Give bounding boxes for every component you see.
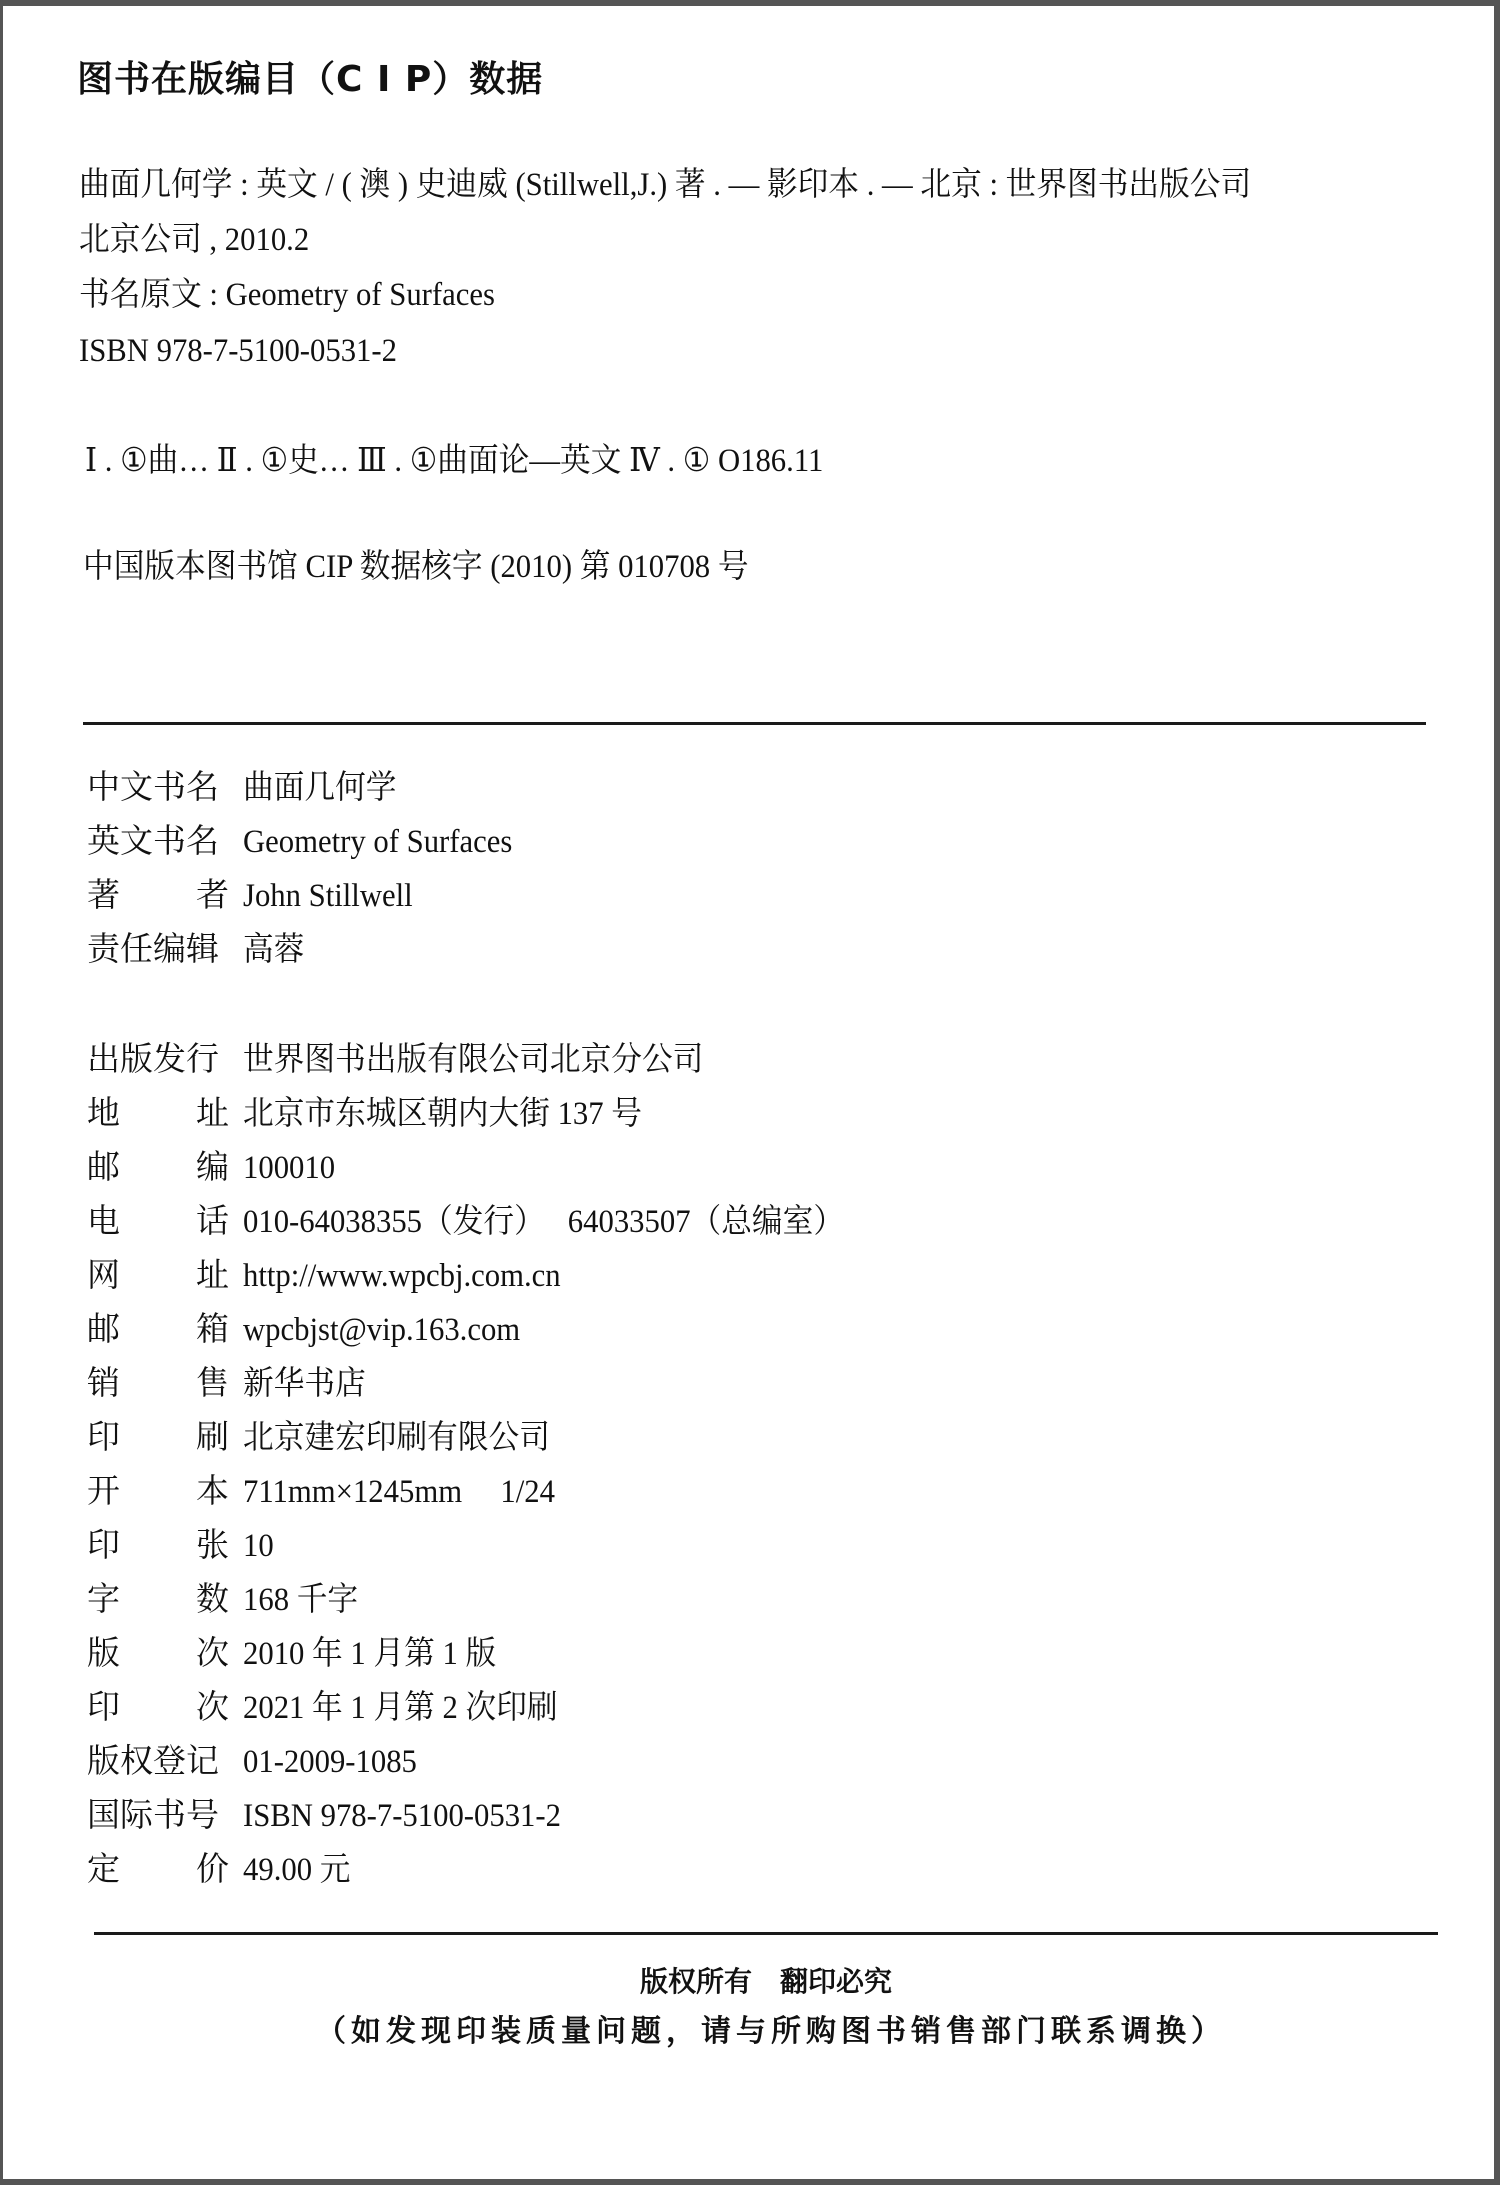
pub-label: 版权登记 [87,1744,219,1780]
classification-line: Ⅰ . ①曲… Ⅱ . ①史… Ⅲ . ①曲面论—英文 Ⅳ . ① O186.11 [85,443,824,479]
info-label: 责任编辑 [87,932,219,968]
pub-value: ISBN 978-7-5100-0531-2 [243,1798,561,1834]
cip-record-number: 中国版本图书馆 CIP 数据核字 (2010) 第 010708 号 [83,549,749,585]
pub-value: 10 [243,1528,274,1564]
cip-line-2: 北京公司 , 2010.2 [79,222,310,258]
pub-label: 电 话 [87,1204,229,1240]
pub-value: 010-64038355（发行） 64033507（总编室） [243,1204,845,1240]
info-label: 英文书名 [87,824,219,860]
divider-top [83,722,1426,725]
pub-value: 49.00 元 [243,1852,351,1888]
info-value: 高蓉 [243,932,305,968]
pub-label: 印 刷 [87,1420,229,1456]
pub-value: 100010 [243,1150,336,1186]
pub-label: 销 售 [87,1366,229,1402]
cip-heading: 图书在版编目（C I P）数据 [77,59,544,100]
info-value: Geometry of Surfaces [243,824,513,860]
pub-label: 定 价 [87,1852,229,1888]
pub-label: 邮 箱 [87,1312,229,1348]
pub-label: 开 本 [87,1474,229,1510]
pub-value: 2010 年 1 月第 1 版 [243,1636,497,1672]
pub-value: 北京市东城区朝内大街 137 号 [243,1096,642,1132]
info-value: 曲面几何学 [243,770,397,806]
pub-value: 168 千字 [243,1582,359,1618]
pub-label: 网 址 [87,1258,229,1294]
cip-line-1: 曲面几何学 : 英文 / ( 澳 ) 史迪威 (Stillwell,J.) 著 . — 影印本 . — 北京 : 世界图书出版公司 [79,167,1252,203]
pub-label: 印 次 [87,1690,229,1726]
pub-label: 字 数 [87,1582,229,1618]
pub-label: 版 次 [87,1636,229,1672]
pub-label: 出版发行 [87,1042,219,1078]
pub-value: 2021 年 1 月第 2 次印刷 [243,1690,558,1726]
pub-label: 地 址 [87,1096,229,1132]
info-label: 著 者 [87,878,229,914]
cip-line-4: ISBN 978-7-5100-0531-2 [79,333,397,369]
pub-value: 世界图书出版有限公司北京分公司 [243,1042,704,1078]
pub-label: 邮 编 [87,1150,229,1186]
divider-bottom [94,1932,1438,1935]
info-label: 中文书名 [87,770,219,806]
replacement-notice: （如发现印装质量问题，请与所购图书销售部门联系调换） [316,2014,1226,2049]
pub-value: 北京建宏印刷有限公司 [243,1420,550,1456]
pub-value: 711mm×1245mm 1/24 [243,1474,556,1510]
pub-value: 01-2009-1085 [243,1744,417,1780]
website-link[interactable]: http://www.wpcbj.com.cn [243,1258,561,1294]
pub-value: 新华书店 [243,1366,366,1402]
email-link[interactable]: wpcbjst@vip.163.com [243,1312,521,1348]
info-value: John Stillwell [243,878,413,914]
pub-label: 印 张 [87,1528,229,1564]
cip-line-3: 书名原文 : Geometry of Surfaces [79,277,495,313]
rights-reserved: 版权所有 翻印必究 [639,1965,892,1998]
pub-label: 国际书号 [87,1798,219,1834]
